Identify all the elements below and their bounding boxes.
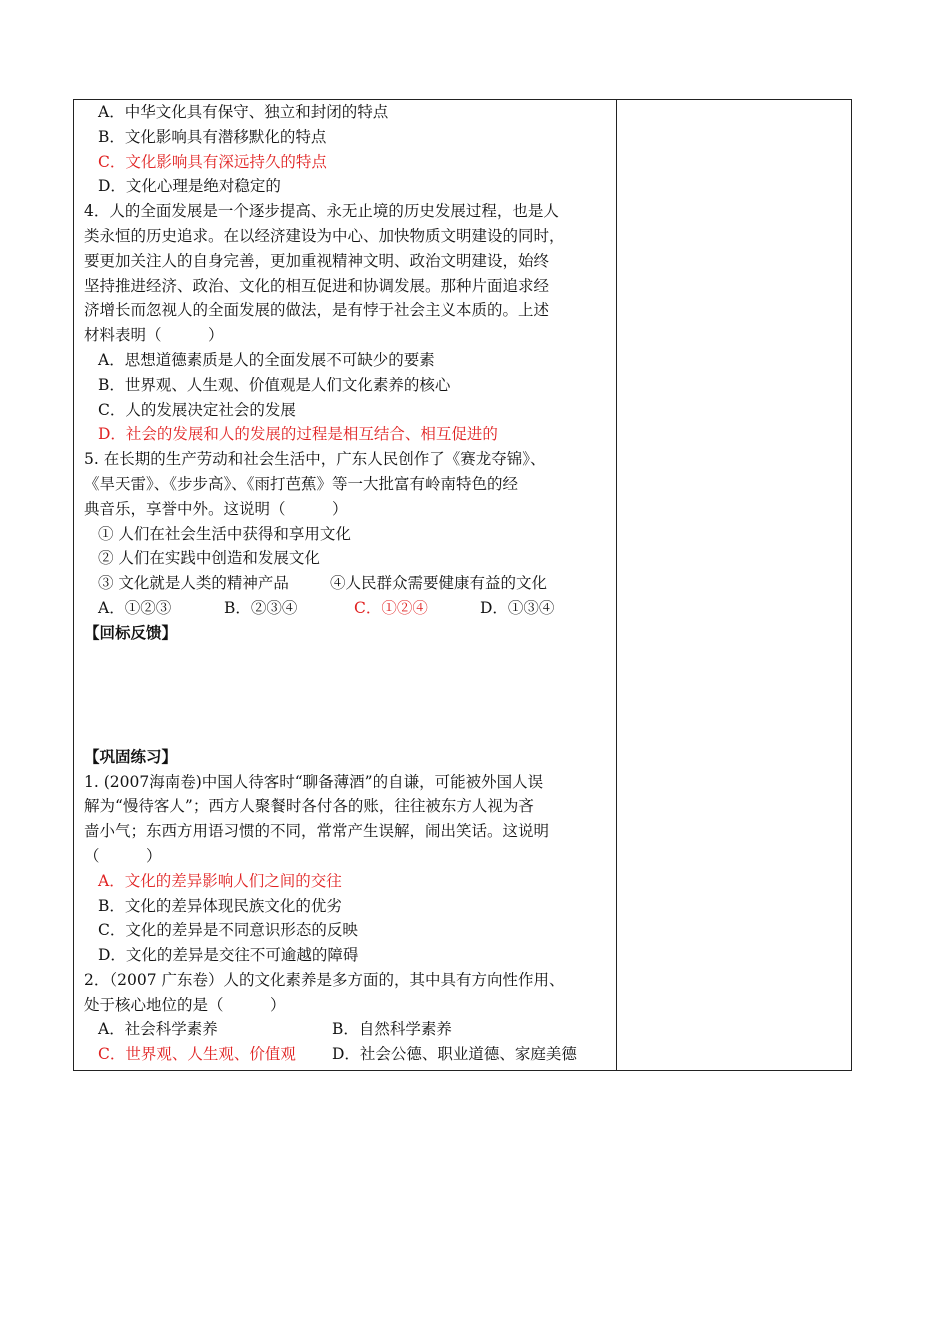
p1-option-a-answer: A．文化的差异影响人们之间的交往 <box>98 871 342 890</box>
p2-options-row-2 <box>84 1042 612 1067</box>
worksheet-table <box>73 99 852 1071</box>
q5-statement-4: ④人民群众需要健康有益的文化 <box>330 574 548 593</box>
q3-option-a: A．中华文化具有保守、独立和封闭的特点 <box>98 103 389 121</box>
column-divider <box>616 100 617 1070</box>
q4-stem-line: 济增长而忽视人的全面发展的做法，是有悖于社会主义本质的。上述 <box>84 301 550 320</box>
q5-statement-3: ③ 文化就是人类的精神产品 <box>98 574 289 593</box>
q5-option-a: A．①②③ <box>98 598 172 617</box>
q5-statement-1: ① 人们在社会生活中获得和享用文化 <box>98 524 351 543</box>
q5-option-c-answer: C．①②④ <box>354 598 428 617</box>
p1-option-d: D．文化的差异是交往不可逾越的障碍 <box>98 946 359 965</box>
p2-stem-line: 处于核心地位的是（ ） <box>84 995 286 1014</box>
p1-stem-line: 啬小气；东西方用语习惯的不同，常常产生误解，闹出笑话。这说明 <box>84 822 550 841</box>
p1-option-c: C．文化的差异是不同意识形态的反映 <box>98 921 358 940</box>
q5-stem-line: 5. 在长期的生产劳动和社会生活中，广东人民创作了《赛龙夺锦》、 <box>84 450 546 469</box>
practice-heading: 【巩固练习】 <box>84 746 178 766</box>
q3-option-d: D．文化心理是绝对稳定的 <box>98 177 281 196</box>
question-column <box>84 100 612 1067</box>
q5-stem-line: 《旱天雷》、《步步高》、《雨打芭蕉》等一大批富有岭南特色的经 <box>84 474 519 493</box>
p2-option-d: D．社会公德、职业道德、家庭美德 <box>332 1045 577 1064</box>
q4-stem-line: 要更加关注人的自身完善，更加重视精神文明、政治文明建设，始终 <box>84 251 550 270</box>
q3-option-c-answer: C．文化影响具有深远持久的特点 <box>98 152 327 171</box>
p2-option-a: A．社会科学素养 <box>98 1020 218 1039</box>
q5-statements-3-4 <box>84 571 612 596</box>
p1-option-b: B．文化的差异体现民族文化的优劣 <box>98 896 342 915</box>
p2-options-row-1 <box>84 1017 612 1042</box>
q4-stem-line: 4．人的全面发展是一个逐步提高、永无止境的历史发展过程，也是人 <box>84 202 559 221</box>
q5-option-d: D．①③④ <box>480 598 555 617</box>
p1-stem-line: 1. (2007海南卷)中国人待客时“聊备薄酒”的自谦，可能被外国人误 <box>84 772 544 791</box>
q3-option-b: B．文化影响具有潜移默化的特点 <box>98 127 327 146</box>
q4-stem-line: 坚持推进经济、政治、文化的相互促进和协调发展。那种片面追求经 <box>84 276 550 295</box>
feedback-heading: 【回标反馈】 <box>84 622 178 642</box>
p1-stem-line: 解为“慢待客人”；西方人聚餐时各付各的账，往往被东方人视为吝 <box>84 797 534 816</box>
q4-option-a: A．思想道德素质是人的全面发展不可缺少的要素 <box>98 350 435 369</box>
q4-stem-line: 类永恒的历史追求。在以经济建设为中心、加快物质文明建设的同时， <box>84 226 565 245</box>
p2-option-c-answer: C．世界观、人生观、价值观 <box>98 1045 296 1064</box>
q4-option-b: B．世界观、人生观、价值观是人们文化素养的核心 <box>98 375 451 394</box>
q5-option-b: B．②③④ <box>224 598 298 617</box>
p2-stem-line: 2．（2007 广东卷）人的文化素养是多方面的，其中具有方向性作用、 <box>84 970 565 989</box>
q5-statement-2: ② 人们在实践中创造和发展文化 <box>98 549 320 568</box>
q5-stem-line: 典音乐，享誉中外。这说明（ ） <box>84 499 348 518</box>
q4-stem-line: 材料表明（ ） <box>84 326 224 345</box>
p1-stem-line: （ ） <box>84 846 162 865</box>
p2-option-b: B．自然科学素养 <box>332 1020 452 1039</box>
q4-option-c: C．人的发展决定社会的发展 <box>98 400 296 419</box>
q4-option-d-answer: D．社会的发展和人的发展的过程是相互结合、相互促进的 <box>98 425 498 444</box>
q5-options-row <box>84 596 612 621</box>
